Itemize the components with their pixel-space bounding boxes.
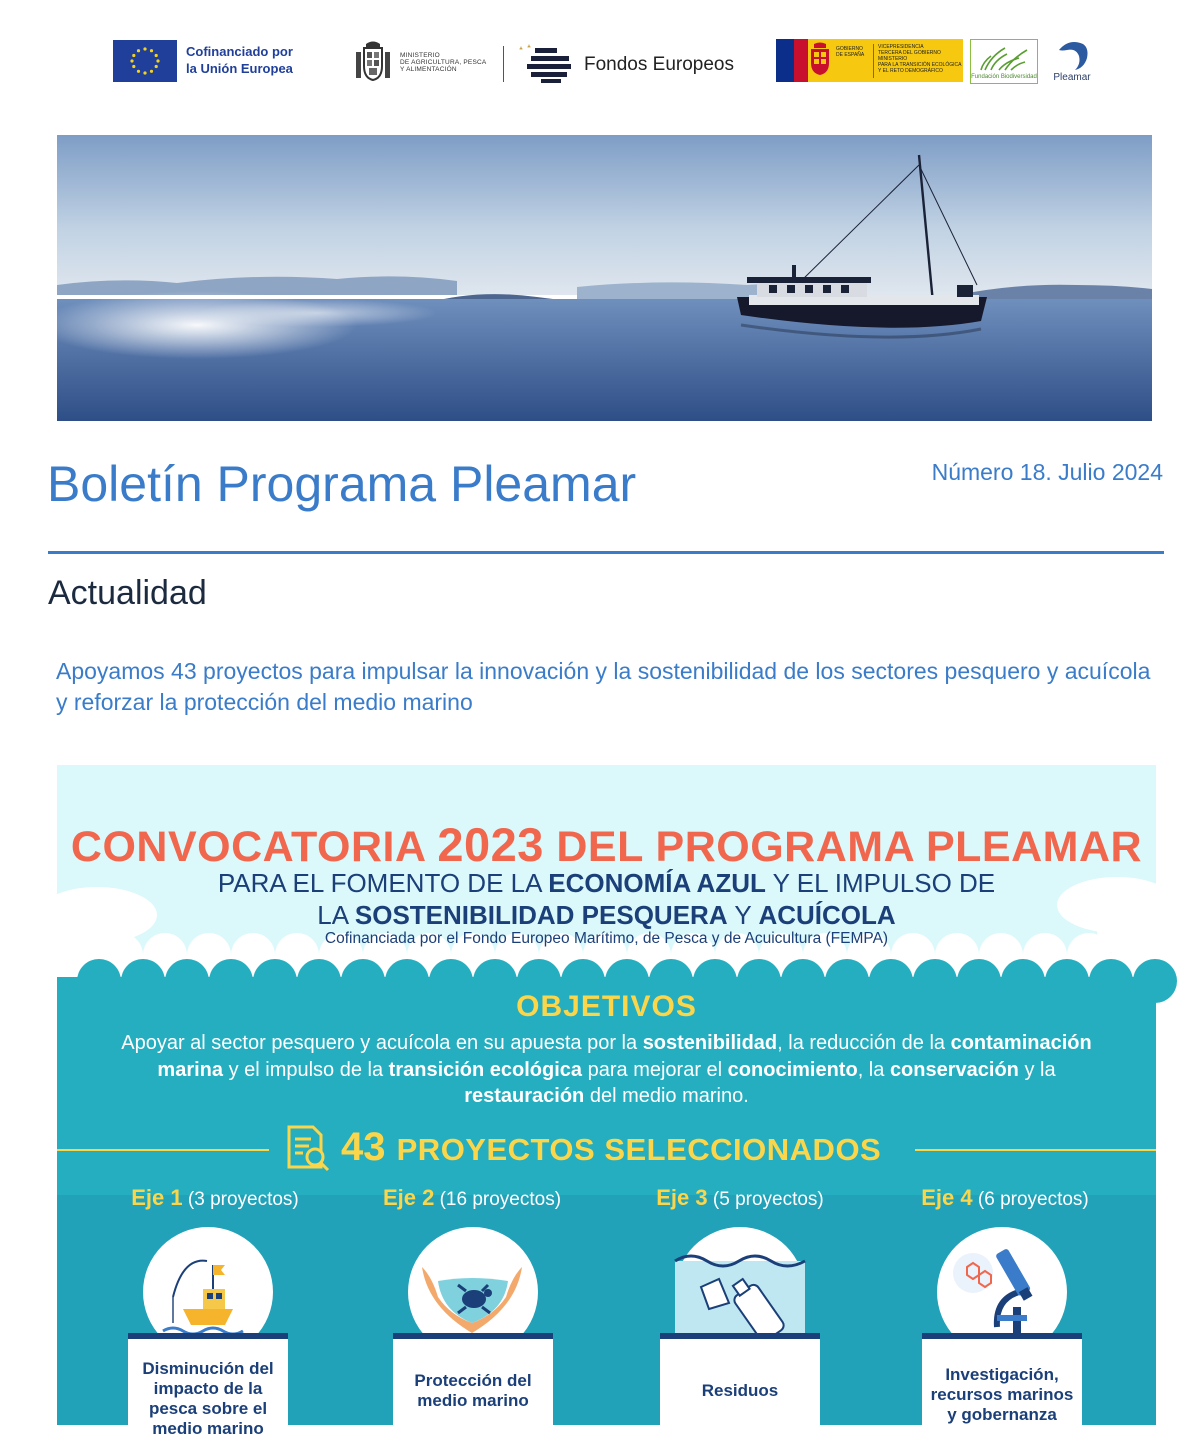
infographic — [57, 765, 1156, 1438]
eje-3 — [630, 1185, 850, 1400]
eje-card-line: Residuos — [701, 1381, 779, 1400]
gobierno-line: GOBIERNO — [836, 46, 863, 52]
fishing-boat-illustration — [57, 135, 1152, 421]
logo-divider — [503, 46, 504, 82]
gobierno-line: DE ESPAÑA — [836, 52, 865, 58]
eje-card-line: medio marino — [417, 1391, 529, 1410]
issue-number: Número 18. Julio 2024 — [931, 459, 1163, 485]
eje-4 — [895, 1185, 1115, 1424]
eje-card — [922, 1333, 1082, 1449]
fondos-europeos-text: Fondos Europeos — [584, 54, 734, 75]
eje-label: Eje 1 — [131, 1185, 183, 1210]
eu-cofinanced-text: Cofinanciado por la Unión Europea — [186, 44, 293, 76]
eje-card-line: medio marino — [152, 1419, 264, 1438]
eje-label: Eje 4 — [921, 1185, 973, 1210]
eje-card-line: Protección del — [414, 1371, 532, 1390]
eje-1 — [105, 1185, 325, 1438]
eje-card — [128, 1333, 288, 1449]
article-headline-link[interactable]: Apoyamos 43 proyectos para impulsar la innovación y la sostenibilidad de los sectores pesquero y acuícola y reforzar la protección del medio marino — [56, 658, 1151, 715]
grass-icon — [971, 40, 1037, 74]
eu-stripe — [776, 39, 794, 82]
ministerio-line: DE AGRICULTURA, PESCA — [400, 59, 487, 66]
objectives-text: Apoyar al sector pesquero y acuícola en su apuesta por la sostenibilidad, la reducción de la contaminación marina y el impulso de la transición ecológica para mejorar el conocimiento, la conservación y la restauración del medio marino. — [121, 1032, 1092, 1107]
eje-label: Eje 3 — [656, 1185, 708, 1210]
title-divider — [48, 551, 1164, 554]
eje-label: Eje 2 — [382, 1185, 435, 1210]
eje-2 — [362, 1185, 582, 1410]
eje-count: (16 proyectos) — [439, 1189, 562, 1210]
fondos-europeos-icon — [517, 42, 575, 84]
eje-count: (3 proyectos) — [187, 1189, 299, 1210]
infographic-cofinanced: Cofinanciada por el Fondo Europeo Marítimo, de Pesca y de Acuicultura (FEMPA) — [324, 930, 889, 947]
pleamar-logo-text: Pleamar — [1053, 72, 1091, 83]
vice-line: PARA LA TRANSICIÓN ECOLÓGICA — [878, 62, 962, 68]
eje-card-line: Investigación, — [945, 1365, 1059, 1384]
eje-card-line: y gobernanza — [947, 1405, 1057, 1424]
fundacion-biodiversidad-text: Fundación Biodiversidad — [971, 74, 1037, 80]
eje-card — [393, 1333, 553, 1449]
infographic-headline: CONVOCATORIA 2023 DEL PROGRAMA PLEAMAR — [70, 818, 1143, 871]
vice-line: MINISTERIO — [878, 56, 908, 62]
document-search-icon — [283, 1123, 331, 1171]
section-title: Actualidad — [48, 574, 207, 612]
eje-card — [660, 1333, 820, 1449]
projects-line-right — [915, 1149, 1156, 1151]
eje-card-line: impacto de la — [153, 1379, 263, 1398]
eu-flag-icon — [113, 40, 177, 82]
spain-shield-icon — [808, 43, 832, 77]
coat-of-arms-icon — [352, 40, 394, 84]
ministerio-line: MINISTERIO — [400, 52, 440, 59]
spain-stripe — [794, 39, 808, 82]
eje-count: (5 proyectos) — [712, 1189, 824, 1210]
page-title: Boletín Programa Pleamar — [47, 456, 637, 512]
infographic-subtitle-2: LA SOSTENIBILIDAD PESQUERA Y ACUÍCOLA — [317, 900, 896, 930]
eje-card-line: recursos marinos — [930, 1385, 1074, 1404]
gobierno-divider — [873, 44, 874, 78]
logos-bar — [0, 0, 1200, 110]
projects-selected-title: 43 PROYECTOS SELECCIONADOS — [341, 1125, 882, 1169]
vice-line: VICEPRESIDENCIA — [878, 44, 924, 50]
infographic-subtitle-1: PARA EL FOMENTO DE LA ECONOMÍA AZUL Y EL IMPULSO DE — [217, 868, 996, 898]
pleamar-wave-icon — [1053, 38, 1091, 72]
ministerio-line: Y ALIMENTACIÓN — [400, 66, 457, 73]
projects-line-left — [57, 1149, 269, 1151]
hero-image — [57, 135, 1152, 421]
eje-card-line: Disminución del — [142, 1359, 274, 1378]
vice-line: Y EL RETO DEMOGRÁFICO — [878, 68, 943, 74]
eje-card-line: pesca sobre el — [148, 1399, 268, 1418]
eje-count: (6 proyectos) — [977, 1189, 1089, 1210]
objectives-title: OBJETIVOS — [516, 990, 697, 1023]
vice-line: TERCERA DEL GOBIERNO — [878, 50, 941, 56]
